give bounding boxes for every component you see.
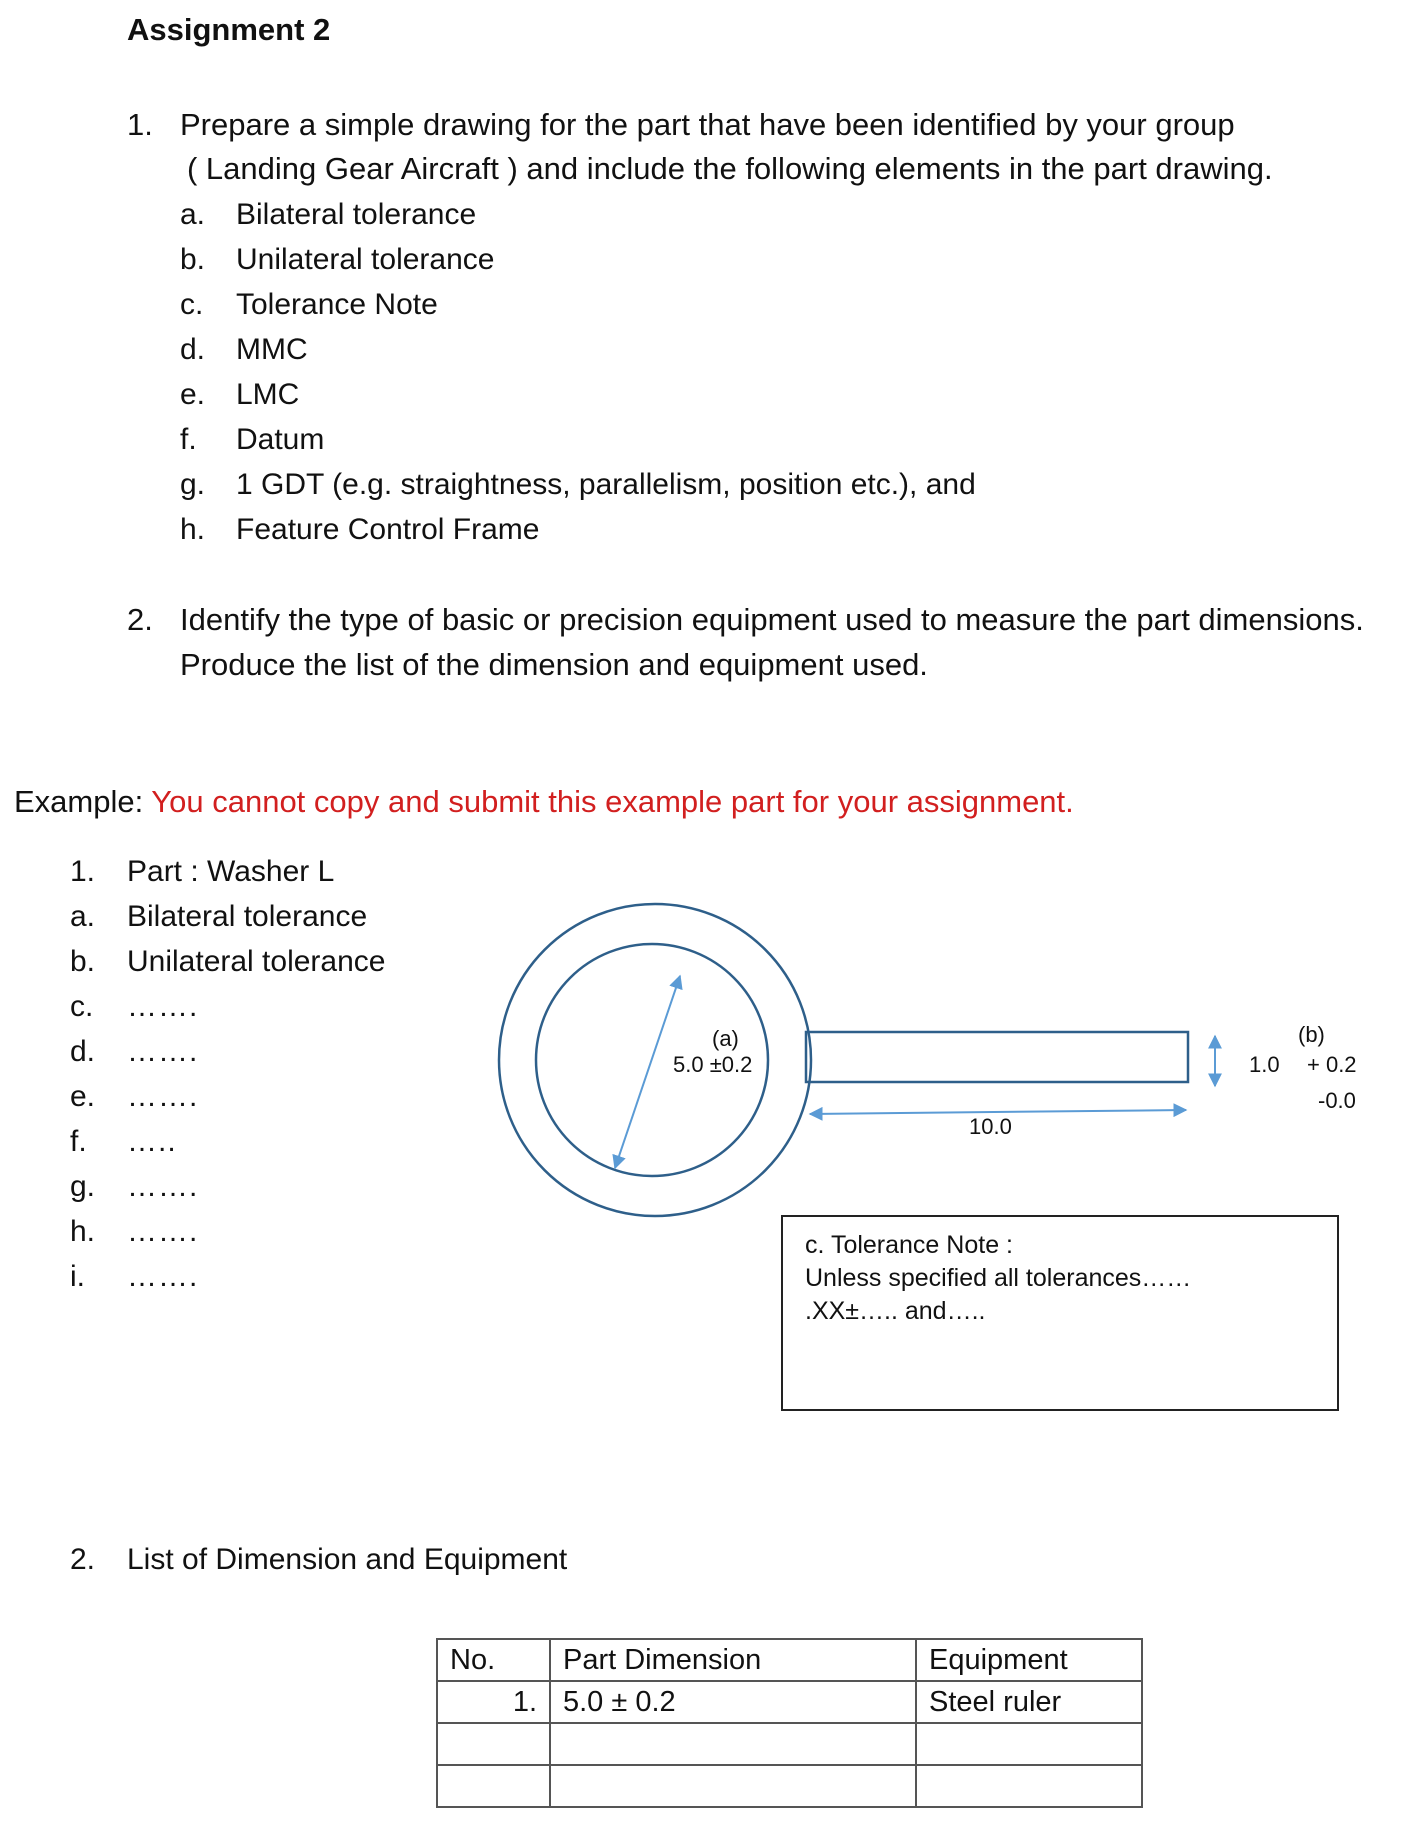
example-label: Example:	[14, 784, 144, 819]
item-text: Datum	[236, 423, 325, 456]
table-cell	[916, 1723, 1142, 1765]
tolerance-note-line-1: Unless specified all tolerances……	[805, 1264, 1192, 1292]
list-item-letter: f.	[70, 1125, 87, 1158]
table-row	[437, 1681, 1142, 1723]
question-1-line-2: ( Landing Gear Aircraft ) and include the following elements in the part drawing.	[187, 151, 1273, 186]
dimension-value-a: 5.0 ±0.2	[673, 1052, 753, 1077]
list-item-letter: d.	[70, 1035, 96, 1068]
question-1-line-1: Prepare a simple drawing for the part that have been identified by your group	[180, 107, 1235, 142]
dimension-equipment-table	[436, 1638, 1143, 1808]
example-warning: You cannot copy and submit this example part for your assignment.	[151, 784, 1074, 819]
item-letter: a.	[180, 198, 206, 231]
table-cell	[550, 1765, 916, 1807]
table-row	[437, 1765, 1142, 1807]
item-letter: d.	[180, 333, 206, 366]
item-text: Unilateral tolerance	[236, 243, 495, 276]
item-letter: g.	[180, 468, 206, 501]
dimension-label-b: (b)	[1298, 1022, 1325, 1047]
dimension-label-a: (a)	[712, 1026, 739, 1051]
list-item-letter: e.	[70, 1080, 96, 1113]
washer-tab	[806, 1032, 1188, 1082]
table-row	[437, 1723, 1142, 1765]
table-cell	[437, 1765, 550, 1807]
item-text: Bilateral tolerance	[236, 198, 477, 231]
item-letter: f.	[180, 423, 197, 456]
tolerance-note-title: c. Tolerance Note :	[805, 1231, 1013, 1259]
dimension-value-length: 10.0	[969, 1114, 1012, 1139]
part-number: 1.	[70, 855, 96, 888]
tolerance-plus: + 0.2	[1307, 1052, 1357, 1077]
table-header-cell: Equipment	[916, 1639, 1142, 1681]
table-header-cell: Part Dimension	[550, 1639, 916, 1681]
list-item-letter: a.	[70, 900, 96, 933]
page-title: Assignment 2	[127, 12, 331, 47]
list-item-text: …….	[127, 1260, 199, 1293]
question-2-line-2: Produce the list of the dimension and equipment used.	[180, 647, 928, 682]
list2-title: List of Dimension and Equipment	[127, 1543, 568, 1576]
diameter-dimension-arrow	[615, 976, 680, 1168]
item-text: MMC	[236, 333, 308, 366]
washer-outer-circle	[499, 904, 811, 1216]
dimension-value-b: 1.0	[1249, 1052, 1280, 1077]
item-letter: b.	[180, 243, 206, 276]
list-item-letter: h.	[70, 1215, 96, 1248]
table-cell: Steel ruler	[916, 1681, 1142, 1723]
list2-number: 2.	[70, 1543, 96, 1576]
list-item-text: …….	[127, 990, 199, 1023]
question-2-line-1: Identify the type of basic or precision equipment used to measure the part dimensions.	[180, 602, 1364, 637]
list-item-text: …..	[127, 1125, 177, 1158]
part-label: Part : Washer L	[127, 855, 335, 888]
item-letter: h.	[180, 513, 206, 546]
table-cell	[916, 1765, 1142, 1807]
item-text: Tolerance Note	[236, 288, 438, 321]
item-letter: c.	[180, 288, 204, 321]
list-item-text: …….	[127, 1035, 199, 1068]
item-letter: e.	[180, 378, 206, 411]
list-item-letter: b.	[70, 945, 96, 978]
list-item-letter: g.	[70, 1170, 96, 1203]
tolerance-note-box	[781, 1215, 1339, 1411]
list-item-letter: c.	[70, 990, 94, 1023]
table-cell	[550, 1723, 916, 1765]
list-item-text: Unilateral tolerance	[127, 945, 386, 978]
list-item-text: Bilateral tolerance	[127, 900, 368, 933]
table-header-cell: No.	[437, 1639, 550, 1681]
tolerance-minus: -0.0	[1318, 1088, 1356, 1113]
item-text: Feature Control Frame	[236, 513, 540, 546]
table-cell: 1.	[437, 1681, 550, 1723]
item-text: LMC	[236, 378, 300, 411]
table-cell: 5.0 ± 0.2	[550, 1681, 916, 1723]
list-item-text: …….	[127, 1215, 199, 1248]
list-item-letter: i.	[70, 1260, 85, 1293]
table-header-row	[437, 1639, 1142, 1681]
question-1-number: 1.	[127, 107, 153, 142]
table-cell	[437, 1723, 550, 1765]
tolerance-note-line-2: .XX±….. and…..	[805, 1297, 986, 1325]
item-text: 1 GDT (e.g. straightness, parallelism, position etc.), and	[236, 468, 976, 501]
list-item-text: …….	[127, 1170, 199, 1203]
question-2-number: 2.	[127, 602, 153, 637]
list-item-text: …….	[127, 1080, 199, 1113]
